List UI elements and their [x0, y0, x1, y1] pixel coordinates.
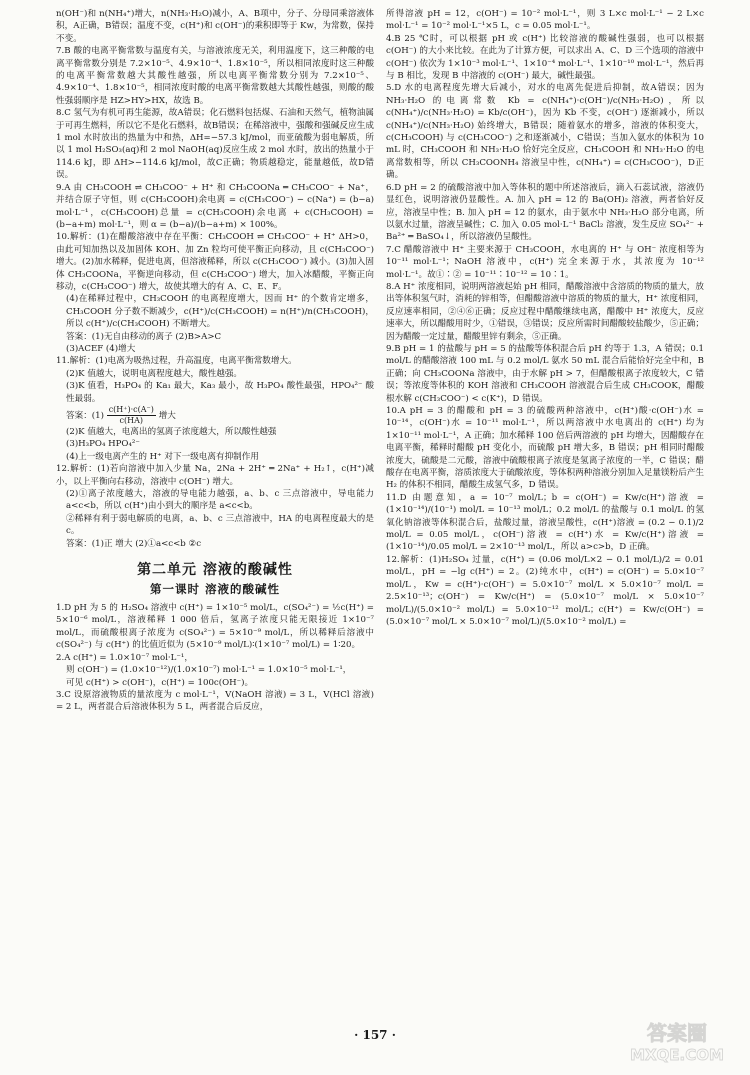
- paragraph: (3)K 值看，H₃PO₄ 的 Ka₁ 最大，Ka₃ 最小，故 H₃PO₄ 酸性最强，HPO₄²⁻ 酸性最弱。: [66, 381, 374, 404]
- left-column: [56, 8, 374, 714]
- left-paragraphs-bottom: [56, 602, 374, 714]
- paragraph: 6.D pH = 2 的硫酸溶液中加入等体积的题中所述溶液后，滴入石蕊试液，溶液仍显红色，说明溶液仍显酸性。A. 加入 pH = 12 的 Ba(OH)₂ 溶液，两者恰好反应，溶液呈中性；B. 加入 pH = 12 的氨水，由于氨水中 NH₃·H₂O 部分电离，所以氨水过量，溶液呈碱性；C. 加入 0.05 mol·L⁻¹ BaCl₂ 溶液，发生反应 SO₄²⁻ + Ba²⁺ ═ BaSO₄↓，所以溶液仍呈酸性。: [386, 182, 704, 243]
- paragraph: n(OH⁻)和 n(NH₄⁺)增大，n(NH₃·H₂O)减小，A、B项中，分子、分母同乘溶液体积，A正确，B错误；温度不变，c(H⁺)和 c(OH⁻)的乘积即等于 Kw，为常数，保持不变。: [56, 9, 374, 44]
- fraction: [107, 405, 156, 426]
- lesson-title: 第一课时 溶液的酸碱性: [149, 582, 280, 597]
- paragraph: 10.解析：(1)在醋酸溶液中存在平衡：CH₃COOH ⇌ CH₃COO⁻ + H⁺ ΔH>0，由此可知加热以及加固体 KOH、加 Zn 粒均可使平衡正向移动，且 c(CH₃COO⁻) 增大。(2)加水稀释，促进电离，但溶液稀释，所以 c(CH₃COO⁻) 减小。(3)加入固体 CH₃COONa，平衡逆向移动，但 c(CH₃COO⁻) 增大，加入冰醋酸，平衡正向移动，c(CH₃COO⁻) 增大，故使其增大的有 A、C、E、F。: [56, 232, 374, 292]
- paragraph: (4)上一级电离产生的 H⁺ 对下一级电离有抑制作用: [66, 451, 259, 462]
- watermark-line1: 答案圈: [647, 1021, 707, 1045]
- paragraph: (3)ACEF (4)增大: [66, 343, 136, 354]
- paragraph: 所得溶液 pH = 12，c(OH⁻) = 10⁻² mol·L⁻¹，则 3 L×c mol·L⁻¹ − 2 L×c mol·L⁻¹ = 10⁻² mol·L⁻¹×5 L，c = 0.05 mol·L⁻¹。: [386, 9, 704, 32]
- paragraph: 则 c(OH⁻) = (1.0×10⁻¹²)/(1.0×10⁻⁷) mol·L⁻¹ = 1.0×10⁻⁵ mol·L⁻¹，: [66, 665, 352, 676]
- paragraph: 10.A pH = 3 的醋酸和 pH = 3 的硫酸两种溶液中，c(H⁺)酸·c(OH⁻)水 = 10⁻¹⁴，c(OH⁻)水 = 10⁻¹¹ mol·L⁻¹，所以两溶液中水电离出的 c(H⁺) 均为 1×10⁻¹¹ mol·L⁻¹，A 正确；加水稀释 100 倍后两溶液的 pH 均增大，因醋酸存在电离平衡，稀释时醋酸 pH 变化小，而硫酸 pH 增大多，B 错误；pH 相同时醋酸浓度大，硫酸是二元酸，溶液中硫酸根离子浓度是氢离子浓度的一半，C 错误；醋酸存在电离平衡，溶质浓度大于硫酸浓度，等体积两种溶液分别加入足量镁粉后产生 H₂ 的体积不相同，醋酸生成氢气多，D 错误。: [386, 406, 704, 491]
- paragraph: 8.C 氢气为有机可再生能源，故A错误；化石燃料包括煤、石油和天然气，植物油属于可再生燃料，所以它不是化石燃料，故B错误；在稀溶液中，强酸和强碱反应生成 1 mol 水时放出的热量为中和热，ΔH=−57.3 kJ/mol，而亚硫酸为弱电解质，所以 1 mol H₂SO₃(aq)和 2 mol NaOH(aq)反应生成 2 mol 水时，放出的热量小于 114.6 kJ，即 ΔH>−114.6 kJ/mol，故C正确；物质越稳定，能量越低，故D错误。: [56, 108, 374, 181]
- paragraph: 7.C 醋酸溶液中 H⁺ 主要来源于 CH₃COOH，水电离的 H⁺ 与 OH⁻ 浓度相等为 10⁻¹¹ mol·L⁻¹；NaOH 溶液中，c(H⁺) 完全来源于水，其浓度为 10⁻¹² mol·L⁻¹。故①∶② = 10⁻¹¹∶10⁻¹² = 10∶1。: [386, 244, 704, 280]
- paragraph: 答案：(1)无自由移动的离子 (2)B>A>C: [66, 331, 222, 342]
- answer-11-label: 答案：(1): [66, 411, 104, 421]
- section-heading: [56, 560, 374, 598]
- watermark-logo: [612, 1016, 742, 1066]
- paragraph: 9.B pH = 1 的盐酸与 pH = 5 的盐酸等体积混合后 pH 约等于 1.3，A 错误；0.1 mol/L 的醋酸溶液 100 mL 与 0.2 mol/L 氨水 50 mL 混合后能恰好完全中和，B 正确；向 CH₃COONa 溶液中，由于水解 pH > 7，但醋酸根离子浓度较大，C 错误；等浓度等体积的 KOH 溶液和 CH₃COOH 溶液混合后生成 CH₃COOK，醋酸根水解 c(CH₃COO⁻) < c(K⁺)，D 错误。: [386, 343, 704, 404]
- unit-title: 第二单元 溶液的酸碱性: [137, 562, 293, 579]
- paragraph: 8.A H⁺ 浓度相同，说明两溶液起始 pH 相同，醋酸溶液中含溶质的物质的量大，放出等体积氢气时，消耗的锌相等，但醋酸溶液中溶质的物质的量大，H⁺ 浓度相同，反应速率相同，②④⑥正确；反应过程中醋酸继续电离，醋酸中 H⁺ 浓度大，反应速率大，所以醋酸用时少，①错误，③错误；反应所需时间醋酸较盐酸少，⑤正确；因为醋酸一定过量，醋酸里锌有剩余，⑤正确。: [386, 281, 704, 342]
- paragraph: 3.C 设原溶液物质的量浓度为 c mol·L⁻¹，V(NaOH 溶液) = 3 L，V(HCl 溶液) = 2 L，两者混合后溶液体积为 5 L，两者混合后反应，: [56, 689, 374, 713]
- paragraph: (2)K 值越大，电离出的氢离子浓度越大，所以酸性越强: [66, 427, 277, 437]
- paragraph: (4)在稀释过程中，CH₃COOH 的电离程度增大，因而 H⁺ 的个数肯定增多，CH₃COOH 分子数不断减少，c(H⁺)/c(CH₃COOH) = n(H⁺)/n(CH₃COOH)，所以 c(H⁺)/c(CH₃COOH) 不断增大。: [66, 294, 374, 330]
- paragraph: 11.解析：(1)电离为吸热过程，升高温度，电离平衡常数增大。: [56, 356, 297, 367]
- right-paragraphs: [386, 8, 704, 628]
- answer-11-tail: 增大: [158, 411, 176, 421]
- paragraph: 2.A c(H⁺) = 1.0×10⁻⁷ mol·L⁻¹，: [56, 652, 193, 663]
- paragraph: 4.B 25 ℃时，可以根据 pH 或 c(H⁺) 比较溶液的酸碱性强弱，也可以根据 c(OH⁻) 的大小来比较。在此为了计算方便，可以求出 A、C、D 三个选项的溶液中 c(OH⁻) 依次为 1×10⁻³ mol·L⁻¹、1×10⁻⁴ mol·L⁻¹、1×10⁻¹⁰ mol·L⁻¹，然后再与 B 相比，发现 B 中溶液的 c(OH⁻) 最大，碱性最强。: [386, 33, 704, 82]
- watermark-line2: MXQE.COM: [630, 1046, 724, 1064]
- paragraph: 7.B 酸的电离平衡常数与温度有关，与溶液浓度无关，利用温度下，这三种酸的电离平衡常数分别是 7.2×10⁻⁵、4.9×10⁻⁴、1.8×10⁻⁵，所以相同浓度时这三种酸的电离平衡常数越大其酸性越强，所以电离平衡常数分别为 7.2×10⁻⁵、4.9×10⁻⁴、1.8×10⁻⁵，相同浓度时酸的电离平衡常数越大其酸性越强，则酸的酸性强弱顺序是 HZ>HY>HX，故选 B。: [56, 46, 374, 106]
- fraction-denominator: c(HA): [119, 416, 144, 425]
- fraction-numerator: c(H⁺)·c(A⁻): [108, 405, 154, 414]
- paragraph: (2)①离子浓度越大，溶液的导电能力越强，a、b、c 三点溶液中，导电能力 a<c<b，所以 c(H⁺)由小到大的顺序是 a<c<b。: [66, 489, 374, 512]
- answer-11-formula-line: [56, 405, 374, 426]
- paragraph: 1.D pH 为 5 的 H₂SO₄ 溶液中 c(H⁺) = 1×10⁻⁵ mol/L，c(SO₄²⁻) = ½c(H⁺) = 5×10⁻⁶ mol/L，溶液稀释 1 000 倍后，氢离子浓度只能无限接近 1×10⁻⁷ mol/L，而硫酸根离子浓度为 c(SO₄²⁻) = 5×10⁻⁹ mol/L，所以稀释后溶液中 c(SO₄²⁻) 与 c(H⁺) 的比值近似为 (5×10⁻⁹ mol/L)∶(1×10⁻⁷ mol/L) = 1∶20。: [56, 603, 374, 651]
- right-column: [386, 8, 704, 628]
- paragraph: 可见 c(H⁺) > c(OH⁻)，c(H⁺) = 100c(OH⁻)。: [66, 677, 254, 688]
- paragraph: 12.解析：(1)若向溶液中加入少量 Na，2Na + 2H⁺ ═ 2Na⁺ + H₂↑，c(H⁺)减小，以上平衡向右移动，溶液中 c(OH⁻) 增大。: [56, 464, 374, 487]
- paragraph: ②稀释有利于弱电解质的电离，a、b、c 三点溶液中，HA 的电离程度最大的是 c。: [66, 513, 374, 537]
- paragraph: 11.D 由题意知，a = 10⁻⁷ mol/L；b = c(OH⁻) = Kw/c(H⁺)溶液 = (1×10⁻¹⁴)/(10⁻¹) mol/L = 10⁻¹³ mol/L；0.2 mol/L 的盐酸与 0.1 mol/L 的氢氧化钠溶液等体积混合后，盐酸过量，溶液呈酸性，c(H⁺)溶液 = (0.2 − 0.1)/2 mol/L = 0.05 mol/L，c(OH⁻)溶液 = c(H⁺)水 = Kw/c(H⁺)溶液 = (1×10⁻¹⁴)/0.05 mol/L = 2×10⁻¹³ mol/L，所以 a>c>b，D 正确。: [386, 492, 704, 553]
- paragraph: 12.解析：(1)H₂SO₄ 过量，c(H⁺) = (0.06 mol/L×2 − 0.1 mol/L)/2 = 0.01 mol/L，pH = −lg c(H⁺) = 2。(2)纯水中，c(H⁺) = c(OH⁻) = 5.0×10⁻⁷ mol/L，Kw = c(H⁺)·c(OH⁻) = 5.0×10⁻⁷ mol/L × 5.0×10⁻⁷ mol/L = 2.5×10⁻¹³；c(OH⁻) = Kw/c(H⁺) = (5.0×10⁻⁷ mol/L × 5.0×10⁻⁷ mol/L)/(5.0×10⁻² mol/L) = 5.0×10⁻¹² mol/L；c(H⁺) = Kw/c(OH⁻) = (5.0×10⁻⁷ mol/L × 5.0×10⁻⁷ mol/L)/(5.0×10⁻² mol/L) =: [386, 554, 704, 627]
- paragraph: 9.A 由 CH₃COOH ⇌ CH₃COO⁻ + H⁺ 和 CH₃COONa ═ CH₃COO⁻ + Na⁺，并结合原子守恒，则 c(CH₃COOH)余电离 = c(CH₃COO⁻) − c(Na⁺) = (b−a) mol·L⁻¹，c(CH₃COOH)总量 = c(CH₃COOH)余电离 + c(CH₃COOH) = (b−a+m) mol·L⁻¹，则 α = (b−a)/(b−a+m) × 100%。: [56, 182, 374, 230]
- left-paragraphs-top: [56, 8, 374, 405]
- paragraph: 答案：(1)正 增大 (2)①a<c<b ②c: [66, 538, 202, 549]
- page-number: · 157 ·: [354, 1028, 396, 1042]
- paragraph: (3)H₃PO₄ HPO₄²⁻: [66, 439, 140, 450]
- paragraph: 5.D 水的电离程度先增大后减小，对水的电离先促进后抑制，故A错误；因为 NH₃·H₂O 的电离常数 Kb = c(NH₄⁺)·c(OH⁻)/c(NH₃·H₂O)，所以 c(NH₄⁺)/c(NH₃·H₂O) = Kb/c(OH⁻)，因为 Kb 不变，c(OH⁻) 逐渐减小，所以 c(NH₄⁺)/c(NH₃·H₂O) 始终增大，B错误；随着氨水的增多，溶液的体积变大，c(CH₃COOH) 与 c(CH₃COO⁻) 之和逐渐减小，C错误；当加入氨水的体积为 10 mL 时，CH₃COOH 和 NH₃·H₂O 恰好完全反应，CH₃COOH 和 NH₃·H₂O 的电离常数相等，所以 CH₃COONH₄ 溶液呈中性，c(NH₄⁺) = c(CH₃COO⁻)，D正确。: [386, 83, 704, 181]
- paragraph: (2)K 值越大，说明电离程度越大，酸性越强。: [66, 368, 243, 379]
- left-paragraphs-middle: [56, 426, 374, 550]
